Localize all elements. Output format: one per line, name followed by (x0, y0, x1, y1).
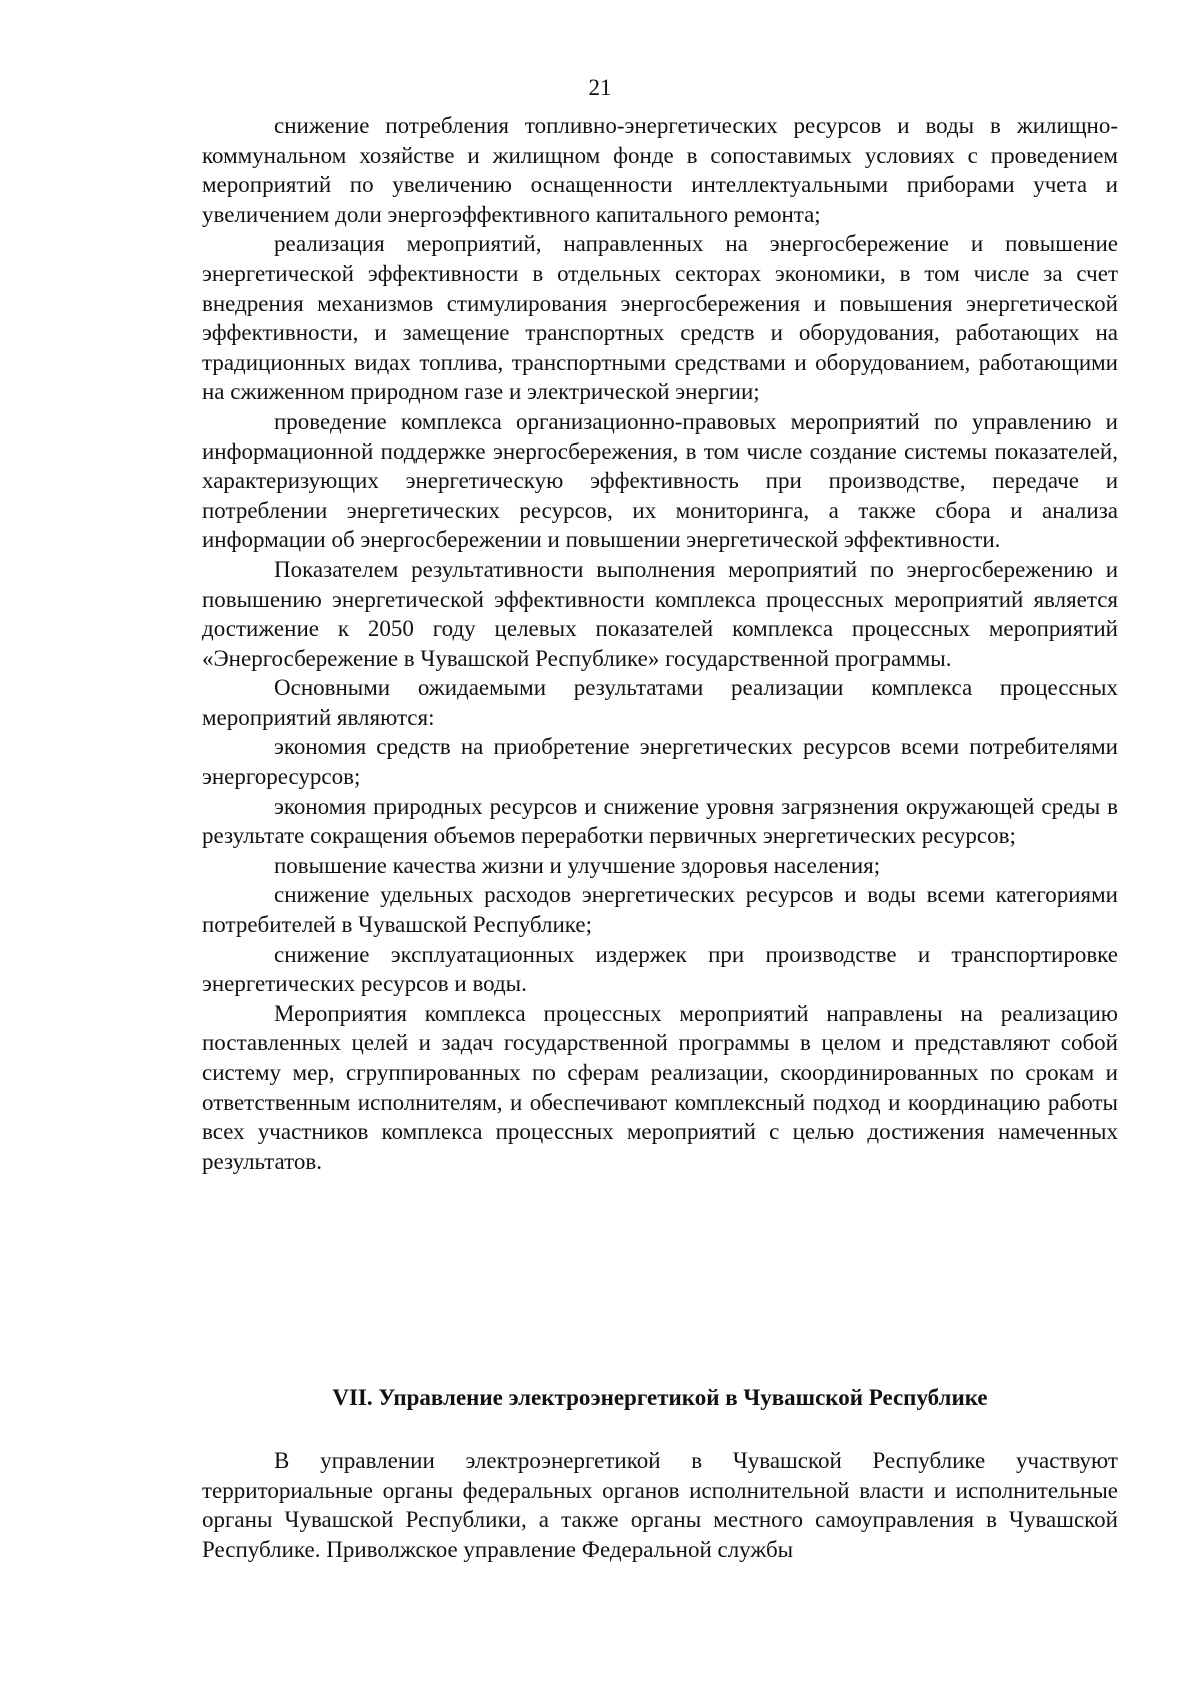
paragraph: В управлении электроэнергетикой в Чувашской Республике участвуют территориальные органы федеральных органов исполнительной власти и исполнительные органы Чувашской Республики, а также органы местного самоуправления в Чувашской Республике. Приволжское управление Федеральной службы (202, 1448, 1118, 1562)
section-heading: VII. Управление электроэнергетикой в Чувашской Республике (332, 1385, 988, 1410)
paragraph: повышение качества жизни и улучшение здоровья населения; (274, 852, 881, 878)
paragraph: экономия природных ресурсов и снижение уровня загрязнения окружающей среды в результате сокращения объемов переработки первичных энергетических ресурсов; (202, 793, 1118, 849)
paragraph: Показателем результативности выполнения мероприятий по энергосбережению и повышению энергетической эффективности комплекса процессных мероприятий является достижение к 2050 году целевых показателей комплекса процессных мероприятий «Энергосбережение в Чувашской Республике» государственной программы. (202, 556, 1118, 671)
paragraph: Основными ожидаемыми результатами реализации комплекса процессных мероприятий являются: (202, 675, 1118, 730)
paragraph: экономия средств на приобретение энергетических ресурсов всеми потребителями энергоресурсов; (202, 734, 1118, 790)
paragraph: снижение потребления топливно-энергетических ресурсов и воды в жилищно-коммунальном хозяйстве и жилищном фонде в сопоставимых условиях с проведением мероприятий по увеличению оснащенности интеллектуальными приборами учета и увеличением доли энергоэффективного капитального ремонта; (202, 113, 1118, 227)
page-number: 21 (588, 75, 612, 100)
main-text-block (202, 111, 1118, 1176)
section-text-block (202, 1446, 1118, 1564)
paragraph: Мероприятия комплекса процессных мероприятий направлены на реализацию поставленных целей и задач государственной программы в целом и представляют собой систему мер, сгруппированных по сферам реализации, скоординированных по срокам и ответственным исполнителям, и обеспечивают комплексный подход и координацию работы всех участников комплекса процессных мероприятий с целью достижения намеченных результатов. (202, 1000, 1118, 1174)
paragraph: снижение удельных расходов энергетических ресурсов и воды всеми категориями потребителей в Чувашской Республике; (202, 882, 1118, 938)
paragraph: снижение эксплуатационных издержек при производстве и транспортировке энергетических ресурсов и воды. (202, 941, 1118, 997)
paragraph: проведение комплекса организационно-правовых мероприятий по управлению и информационной поддержке энергосбережения, в том числе создание системы показателей, характеризующих энергетическую эффективность при производстве, передаче и потреблении энергетических ресурсов, их мониторинга, а также сбора и анализа информации об энергосбережении и повышении энергетической эффективности. (202, 408, 1118, 553)
paragraph: реализация мероприятий, направленных на энергосбережение и повышение энергетической эффективности в отдельных секторах экономики, в том числе за счет внедрения механизмов стимулирования энергосбережения и повышения энергетической эффективности, и замещение транспортных средств и оборудования, работающих на традиционных видах топлива, транспортными средствами и оборудованием, работающими на сжиженном природном газе и электрической энергии; (202, 231, 1118, 405)
